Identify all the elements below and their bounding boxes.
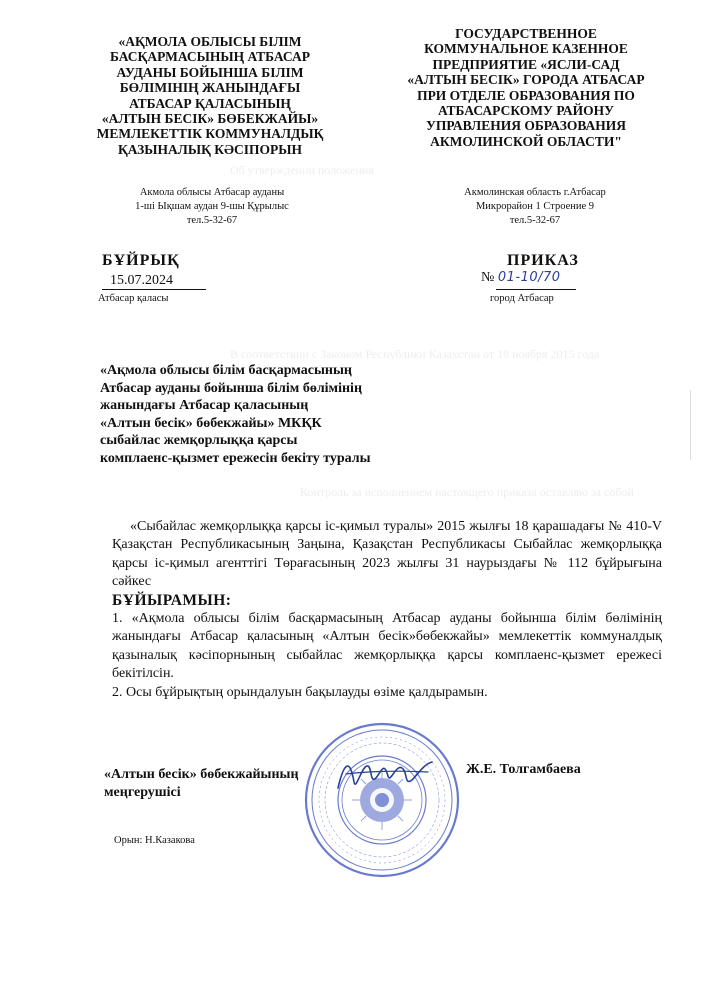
header-kz-line: «АҚМОЛА ОБЛЫСЫ БІЛІМ — [118, 34, 302, 49]
order-body — [112, 518, 662, 702]
header-kz-line: БАСҚАРМАСЫНЫҢ АТБАСАР — [109, 49, 311, 65]
address-kz-line: 1-ші Ықшам аудан 9-шы Құрылыс — [135, 201, 289, 212]
header-ru-line: ПРЕДПРИЯТИЕ «ЯСЛИ-САД — [432, 56, 620, 72]
address-ru-line: Акмолинская область г.Атбасар — [464, 187, 606, 198]
header-kz — [80, 34, 340, 157]
bleed-through-text: Контроль за исполнением настоящего приказа оставляю за собой — [300, 485, 634, 499]
header-kz-line: АУДАНЫ БОЙЫНША БІЛІМ — [116, 64, 304, 80]
executor-note: Орын: Н.Казакова — [114, 835, 195, 846]
subject-line: Атбасар ауданы бойынша білім бөлімінің — [100, 380, 363, 396]
address-kz-line: тел.5-32-67 — [186, 215, 238, 226]
address-kz — [84, 186, 340, 228]
header-kz-line: МЕМЛЕКЕТТІК КОММУНАЛДЫҚ — [96, 126, 324, 142]
scan-edge-mark — [690, 390, 691, 460]
bleed-through-text: Об утверждении положения — [230, 163, 374, 177]
header-ru — [388, 26, 664, 149]
preamble-paragraph: «Сыбайлас жемқорлыққа қарсы іс-қимыл туралы» 2015 жылғы 18 қарашадағы № 410-V Қазақстан Республикасының Заңына, Қазақстан Республикасы Сыбайлас жемқорлыққа қарсы іс-қимыл агенттігі Төрағасының 2023 жылғы 31 наурыздағы № 112 бұйрығына сәйкес — [112, 519, 662, 590]
order-subject — [100, 362, 440, 467]
order-date: 15.07.2024 — [110, 273, 173, 288]
header-kz-line: ҚАЗЫНАЛЫҚ КӘСІПОРЫН — [117, 141, 303, 157]
header-ru-line: АТБАСАРСКОМУ РАЙОНУ — [437, 103, 615, 119]
signatory-position — [104, 766, 344, 802]
order-item: 2. Осы бұйрықтың орындалуын бақылауды өзіме қалдырамын. — [112, 684, 488, 700]
subject-line: жанындағы Атбасар қаласының — [100, 398, 309, 413]
header-kz-line: БӨЛІМІНІҢ ЖАНЫНДАҒЫ — [119, 80, 301, 96]
header-ru-line: ПРИ ОТДЕЛЕ ОБРАЗОВАНИЯ ПО — [417, 87, 635, 103]
address-kz-line: Акмола облысы Атбасар ауданы — [139, 187, 285, 198]
subject-line: комплаенс-қызмет ережесін бекіту туралы — [100, 450, 371, 466]
header-ru-line: «АЛТЫН БЕСІК» ГОРОДА АТБАСАР — [407, 72, 645, 88]
bleed-through-text: В соответствии с Законом Республики Казахстан от 18 ноября 2015 года — [230, 347, 600, 361]
signatory-name: Ж.Е. Толгамбаева — [466, 762, 581, 777]
order-title-ru: ПРИКАЗ — [507, 252, 579, 269]
position-line: «Алтын бесік» бөбекжайының — [104, 767, 299, 782]
address-ru-line: тел.5-32-67 — [509, 215, 561, 226]
address-ru-line: Микрорайон 1 Строение 9 — [475, 201, 595, 212]
header-ru-line: УПРАВЛЕНИЯ ОБРАЗОВАНИЯ — [426, 118, 626, 134]
order-item: 1. «Ақмола облысы білім басқармасының Атбасар ауданы бойынша білім бөлімінің жанындағы Атбасар қаласының «Алтын бесік»бөбекжайы» мемлекеттік коммуналдық қазыналық кәсіпорнының сыбайлас жемқорлыққа қарсы комплаенс-қызмет ережесі бекітілсін. — [112, 611, 662, 682]
number-underline — [496, 289, 576, 290]
header-ru-line: АКМОЛИНСКОЙ ОБЛАСТИ" — [430, 133, 622, 149]
number-sign: № — [481, 270, 495, 285]
header-kz-line: «АЛТЫН БЕСІК» БӨБЕКЖАЙЫ» — [101, 111, 319, 127]
handwritten-order-number: 01-10/70 — [497, 270, 561, 285]
position-line: меңгерушісі — [104, 785, 181, 800]
header-ru-line: КОММУНАЛЬНОЕ КАЗЕННОЕ — [424, 41, 628, 57]
subject-line: сыбайлас жемқорлыққа қарсы — [100, 433, 298, 448]
order-city-ru: город Атбасар — [490, 293, 554, 304]
order-title-kz: БҰЙРЫҚ — [102, 252, 180, 269]
date-underline — [102, 289, 206, 290]
subject-line: «Ақмола облысы білім басқармасының — [100, 363, 352, 378]
order-city-kz: Атбасар қаласы — [98, 293, 169, 304]
order-number — [481, 270, 561, 286]
subject-line: «Алтын бесік» бөбекжайы» МКҚК — [100, 415, 322, 431]
order-word: БҰЙЫРАМЫН: — [112, 591, 232, 609]
header-ru-line: ГОСУДАРСТВЕННОЕ — [455, 26, 597, 41]
header-kz-line: АТБАСАР ҚАЛАСЫНЫҢ — [129, 95, 291, 111]
handwritten-signature — [332, 752, 442, 798]
address-ru — [420, 186, 650, 228]
